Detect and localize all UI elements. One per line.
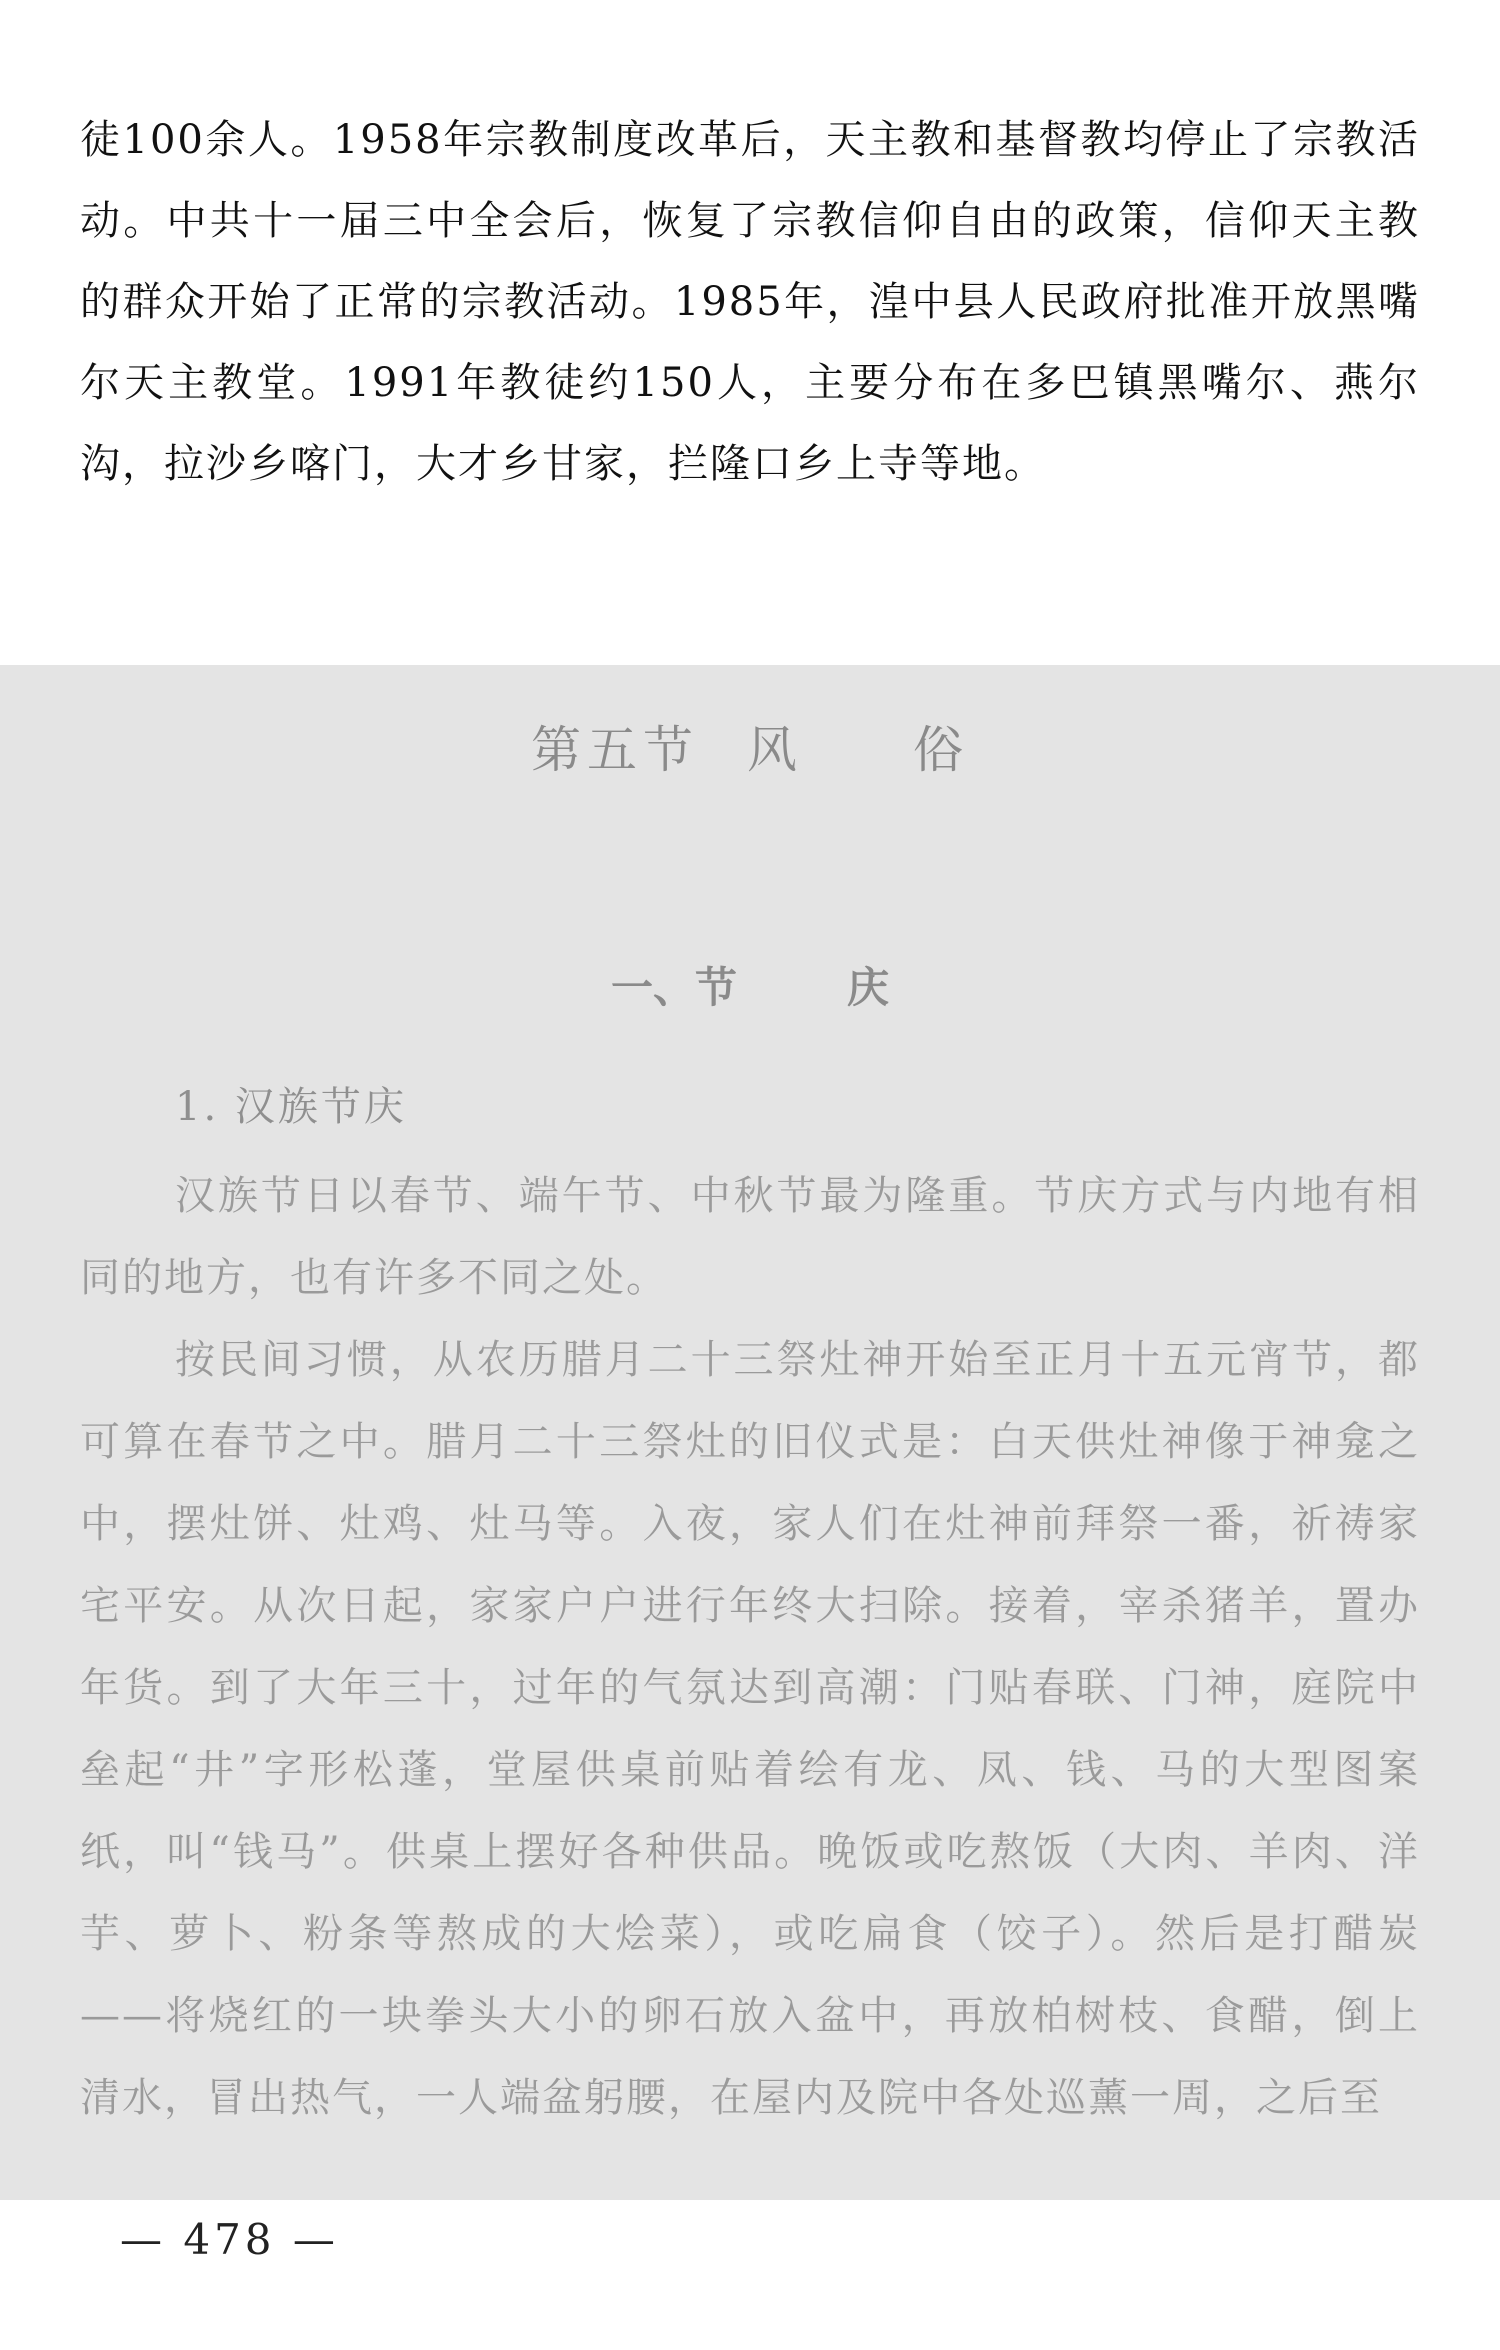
body-text [80,1155,1420,2139]
subsection-title-b: 庆 [847,963,890,1012]
section-title-b: 俗 [913,721,969,779]
subsection-heading [0,955,1500,1015]
section-title-a: 风 [747,721,803,779]
section-heading [0,710,1500,782]
subsection-number: 一、节 [610,963,737,1012]
section-number: 第五节 [531,721,699,779]
item-heading: 1. 汉族节庆 [175,1084,407,1130]
top-paragraph: 徒100余人。1958年宗教制度改革后，天主教和基督教均停止了宗教活动。中共十一届三中全会后，恢复了宗教信仰自由的政策，信仰天主教的群众开始了正常的宗教活动。1985年，湟中县人民政府批准开放黑嘴尔天主教堂。1991年教徒约150人，主要分布在多巴镇黑嘴尔、燕尔沟，拉沙乡喀门，大才乡甘家，拦隆口乡上寺等地。 [80,117,1420,487]
page-number: — 478 — [120,2215,339,2264]
paragraph: 汉族节日以春节、端午节、中秋节最为隆重。节庆方式与内地有相同的地方，也有许多不同之处。 [80,1173,1420,1301]
paragraph: 按民间习惯，从农历腊月二十三祭灶神开始至正月十五元宵节，都可算在春节之中。腊月二十三祭灶的旧仪式是：白天供灶神像于神龛之中，摆灶饼、灶鸡、灶马等。入夜，家人们在灶神前拜祭一番，祈祷家宅平安。从次日起，家家户户进行年终大扫除。接着，宰杀猪羊，置办年货。到了大年三十，过年的气氛达到高潮：门贴春联、门神，庭院中垒起“井”字形松蓬，堂屋供桌前贴着绘有龙、凤、钱、马的大型图案纸，叫“钱马”。供桌上摆好各种供品。晚饭或吃熬饭（大肉、羊肉、洋芋、萝卜、粉条等熬成的大烩菜），或吃扁食（饺子）。然后是打醋炭——将烧红的一块拳头大小的卵石放入盆中，再放柏树枝、食醋，倒上清水，冒出热气，一人端盆躬腰，在屋内及院中各处巡薰一周，之后至 [80,1337,1420,2121]
top-paragraph-block [80,100,1420,505]
